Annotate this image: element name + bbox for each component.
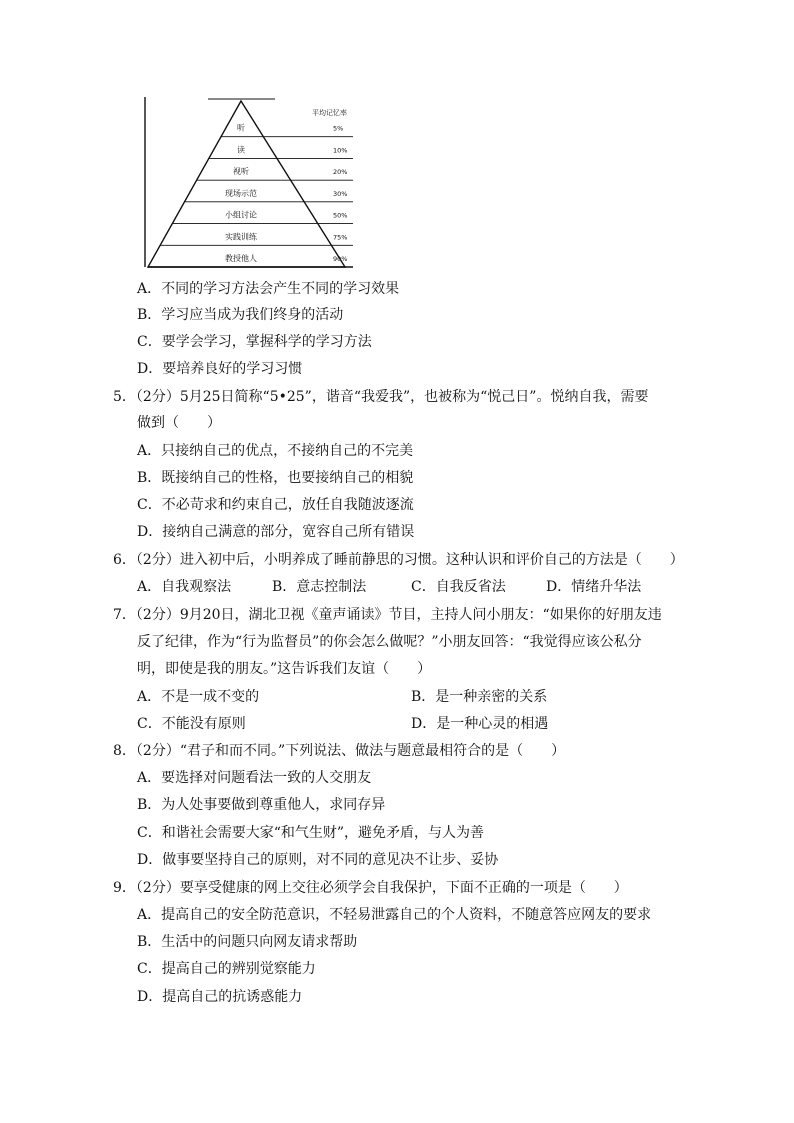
q6-option-d: D．情绪升华法 (546, 579, 642, 595)
q9-stem: 9．（2分）要享受健康的网上交往必须学会自我保护，下面不正确的一项是（ ） (113, 880, 628, 896)
tier-rate: 10% (333, 146, 348, 155)
q5-stem-line2: 做到（ ） (137, 415, 221, 431)
tier-label: 视听 (233, 167, 249, 177)
tier-rate: 75% (333, 233, 348, 242)
tier-rate: 90% (333, 255, 348, 263)
q7-option-c: C．不能没有原则 (137, 716, 246, 732)
q8-option-b: B．为人处事要做到尊重他人，求同存异 (137, 797, 386, 813)
q8-option-c: C．和谐社会需要大家“和气生财”，避免矛盾，与人为善 (137, 825, 485, 841)
q9-option-b: B．生活中的问题只向网友请求帮助 (137, 934, 358, 950)
q8-option-a: A．要选择对问题看法一致的人交朋友 (137, 770, 372, 786)
q4-option-c: C．要学会学习，掌握科学的学习方法 (137, 334, 372, 350)
q5-option-c: C．不必苛求和约束自己，放任自我随波逐流 (137, 497, 414, 513)
tier-rate: 20% (333, 168, 348, 177)
q7-option-b: B．是一种亲密的关系 (411, 689, 548, 705)
q7-option-d: D．是一种心灵的相遇 (411, 716, 549, 732)
q7-stem-line3: 明，即使是我的朋友。”这告诉我们友谊（ ） (137, 661, 432, 677)
q6-option-c: C．自我反省法 (411, 579, 506, 595)
tier-rate: 5% (333, 124, 344, 133)
q9-option-a: A．提高自己的安全防范意识，不轻易泄露自己的个人资料，不随意答应网友的要求 (137, 907, 652, 923)
pyramid-outline (148, 101, 348, 267)
q9-option-d: D．提高自己的抗诱惑能力 (137, 989, 303, 1005)
q4-option-d: D．要培养良好的学习习惯 (137, 361, 303, 377)
q8-option-d: D．做事要坚持自己的原则，对不同的意见决不让步、妥协 (137, 852, 499, 868)
tier-label: 教授他人 (225, 254, 257, 263)
q7-stem-line1: 7．（2分）9月20日，湖北卫视《童声诵读》节目，主持人问小朋友：“如果你的好朋友违 (113, 607, 662, 623)
q4-option-a: A．不同的学习方法会产生不同的学习效果 (137, 281, 400, 297)
learning-pyramid-svg (140, 95, 360, 270)
tier-rate: 50% (333, 211, 348, 220)
tier-rate: 30% (333, 189, 348, 198)
tier-label: 现场示范 (225, 188, 257, 198)
q5-stem-line1: 5．（2分）5月25日简称“5•25”，谐音“我爱我”，也被称为“悦己日”。悦纳自我，需要 (113, 389, 649, 405)
q7-option-a: A．不是一成不变的 (137, 689, 260, 705)
rate-header: 平均记忆率 (312, 109, 347, 117)
q7-stem-line2: 反了纪律，作为“行为监督员”的你会怎么做呢？”小朋友回答：“我觉得应该公私分 (137, 634, 642, 650)
q5-option-a: A．只接纳自己的优点，不接纳自己的不完美 (137, 443, 414, 459)
tier-label: 听 (237, 123, 245, 133)
tier-label: 小组讨论 (225, 210, 257, 220)
q5-option-d: D．接纳自己满意的部分，宽容自己所有错误 (137, 524, 415, 540)
q8-stem: 8．（2分）“君子和而不同。”下列说法、做法与题意最相符合的是（ ） (113, 743, 566, 759)
tier-label: 实践训练 (225, 232, 257, 242)
q6-option-a: A．自我观察法 (137, 579, 232, 595)
tier-label: 读 (237, 145, 245, 155)
q9-option-c: C．提高自己的辨别觉察能力 (137, 961, 316, 977)
q5-option-b: B．既接纳自己的性格，也要接纳自己的相貌 (137, 470, 414, 486)
q6-option-b: B．意志控制法 (272, 579, 367, 595)
learning-pyramid-figure (140, 95, 360, 270)
q4-option-b: B．学习应当成为我们终身的活动 (137, 307, 344, 323)
q6-stem: 6．（2分）进入初中后，小明养成了睡前静思的习惯。这种认识和评价自己的方法是（ ） (113, 552, 684, 568)
